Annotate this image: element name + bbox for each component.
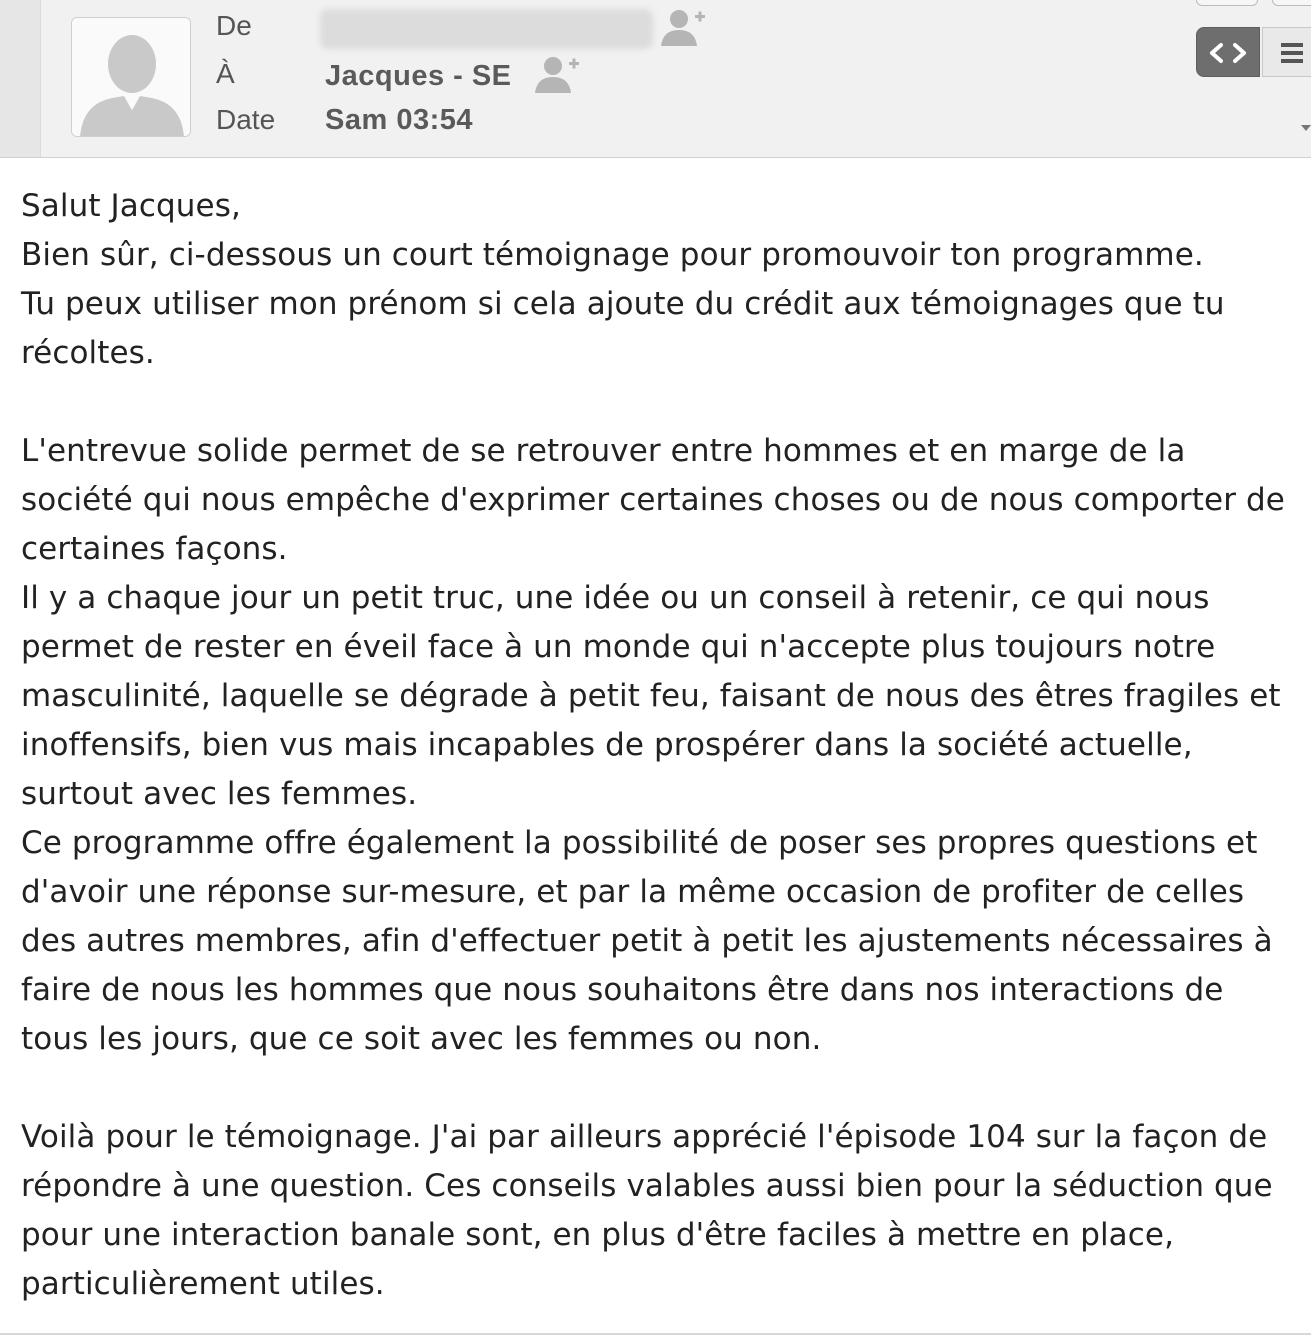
- avatar: [71, 17, 191, 137]
- paragraph-closing: Voilà pour le témoignage. J'ai par ailleurs apprécié l'épisode 104 sur la façon de répondre à une question. Ces conseils valables aussi bien pour la séduction que pour une interaction banale sont, en plus d'être faciles à mettre en place, particulièrement utiles.: [21, 1119, 1273, 1302]
- paragraph-testimonial-2: Il y a chaque jour un petit truc, une idée ou un conseil à retenir, ce qui nous permet de rester en éveil face à un monde qui n'accepte plus toujours notre masculinité, laquelle se dégrade à petit feu, faisant de nous des êtres fragiles et inoffensifs, bien vus mais incapables de prospérer dans la société actuelle, surtout avec les femmes.: [21, 580, 1281, 812]
- header-left-strip: [0, 0, 41, 157]
- greeting: Salut Jacques,: [21, 188, 241, 224]
- paragraph-testimonial-3: Ce programme offre également la possibilité de poser ses propres questions et d'avoir une réponse sur-mesure, et par la même occasion de profiter de celles des autres membres, afin d'effectuer petit à petit les ajustements nécessaires à faire de nous les hommes que nous souhaitons être dans nos interactions de tous les jours, que ce soit avec les femmes ou non.: [21, 825, 1273, 1057]
- paragraph-testimonial-1: L'entrevue solide permet de se retrouver entre hommes et en marge de la société qui nous empêche d'exprimer certaines choses ou de nous comporter de certaines façons.: [21, 433, 1285, 567]
- date-value: Sam 03:54: [325, 104, 473, 136]
- code-view-icon: [1197, 28, 1261, 78]
- menu-button[interactable]: [1262, 27, 1311, 77]
- email-header: [0, 0, 1311, 158]
- from-label: De: [216, 10, 252, 41]
- sender-redacted: [320, 9, 653, 49]
- toolbar-button-partial[interactable]: [1196, 0, 1258, 6]
- email-body: [21, 182, 1296, 1309]
- chevron-down-icon[interactable]: [1301, 125, 1311, 131]
- code-view-toggle-button[interactable]: [1196, 27, 1260, 77]
- add-contact-icon[interactable]: [659, 8, 707, 48]
- paragraph-intro: Bien sûr, ci-dessous un court témoignage pour promouvoir ton programme. Tu peux utiliser mon prénom si cela ajoute du crédit aux témoignages que tu récoltes.: [21, 237, 1225, 371]
- person-placeholder-icon: [72, 18, 191, 137]
- toolbar-button-partial[interactable]: [1272, 0, 1311, 6]
- to-value[interactable]: Jacques - SE: [325, 60, 512, 92]
- hamburger-menu-icon: [1263, 28, 1311, 78]
- add-contact-icon[interactable]: [533, 55, 581, 95]
- to-label: À: [216, 58, 235, 89]
- date-label: Date: [216, 104, 276, 135]
